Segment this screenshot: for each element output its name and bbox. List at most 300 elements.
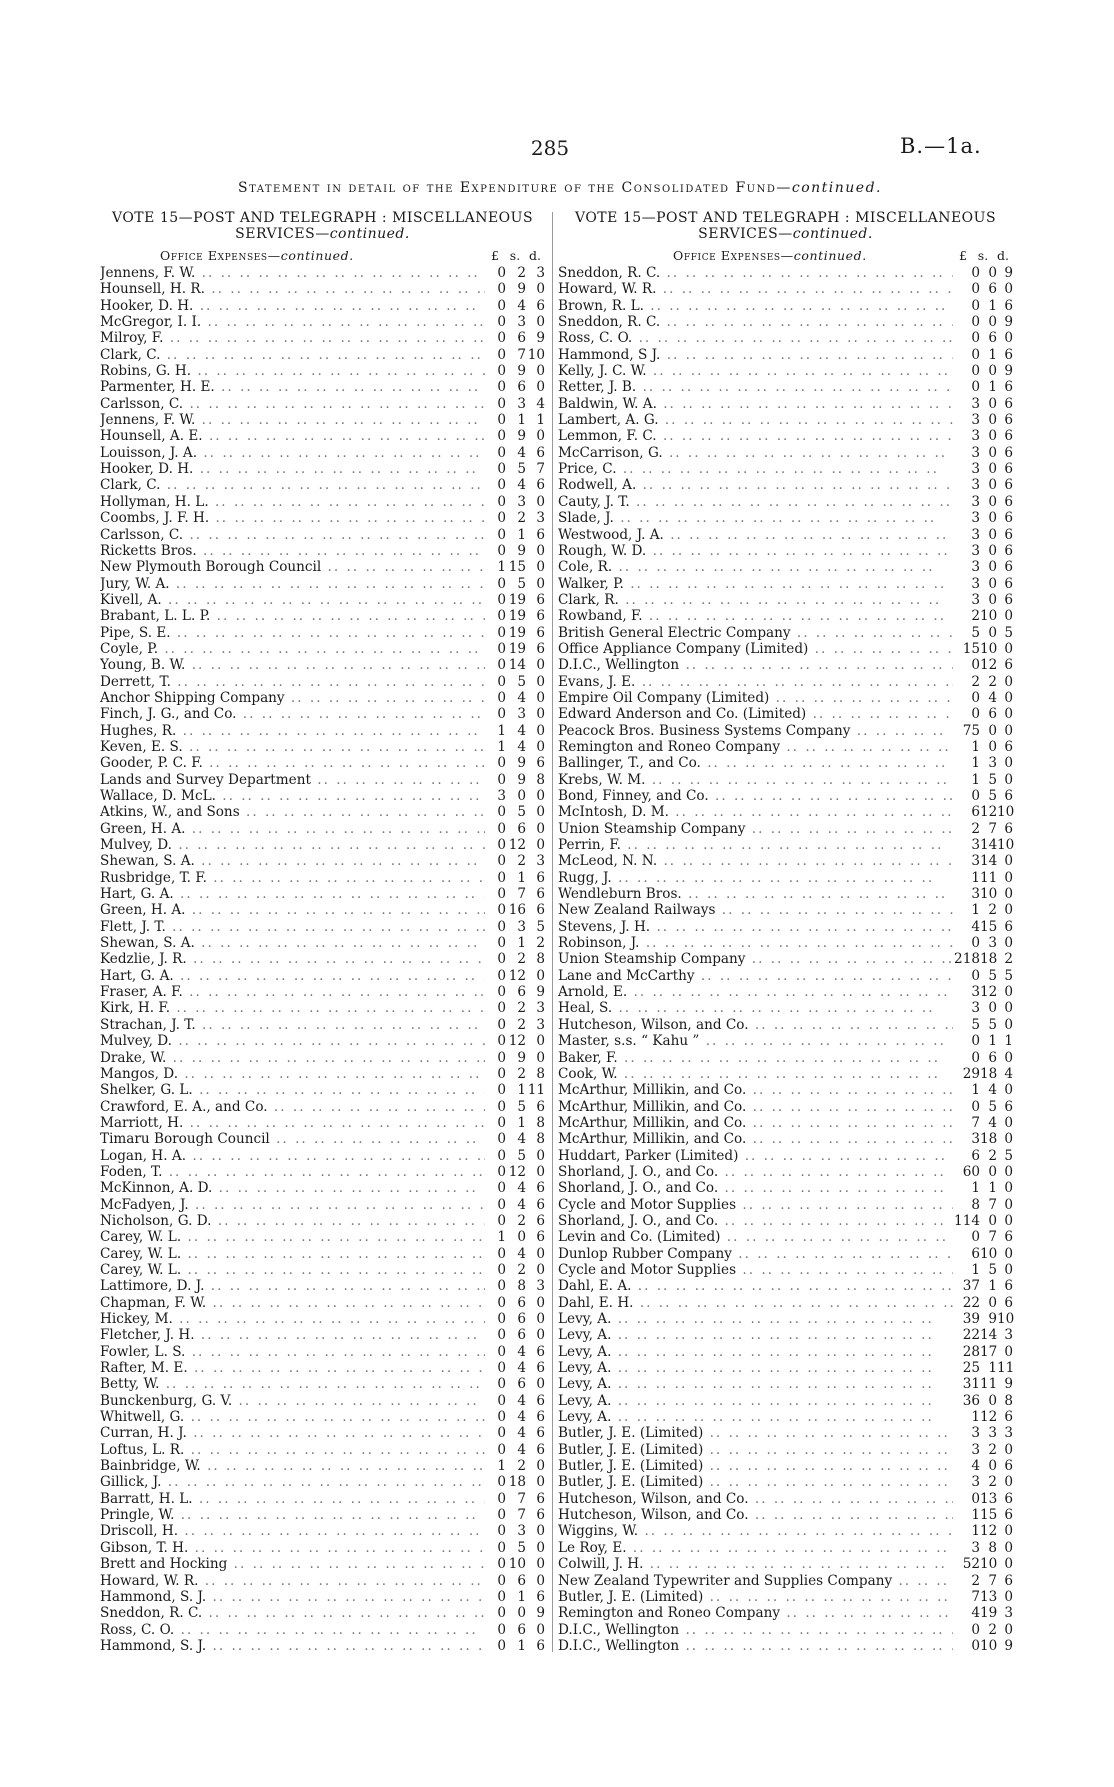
expense-row [100, 1229, 545, 1245]
right-vote-heading [558, 210, 1013, 242]
pounds-value: 3 [971, 837, 980, 854]
pence-value: 0 [1004, 1523, 1013, 1540]
expense-row [558, 494, 1013, 510]
pounds-value: 3 [971, 575, 980, 592]
pounds-value: 36 [962, 1392, 980, 1409]
amount [953, 1393, 1013, 1409]
payee-name: Butler, J. E. (Limited) .. . [558, 1474, 953, 1490]
amount [485, 1589, 545, 1605]
amount [953, 690, 1013, 706]
expense-row [100, 527, 545, 543]
pence-value: 6 [1004, 1098, 1013, 1115]
expense-row [558, 1409, 1013, 1425]
payee-name: McArthur, Millikin, and Co. .. . [558, 1082, 953, 1098]
amount [953, 1115, 1013, 1131]
amount [953, 265, 1013, 281]
expense-row [558, 330, 1013, 346]
pounds-value: 1 [971, 1180, 980, 1197]
payee-name: Edward Anderson and Co. (Limited) .. . [558, 706, 953, 722]
expense-row [100, 853, 545, 869]
expense-row [100, 1523, 545, 1539]
amount [485, 1164, 545, 1180]
pounds-value: 0 [971, 706, 980, 723]
pence-value: 6 [1004, 1458, 1013, 1475]
pence-value: 0 [536, 1033, 545, 1050]
pence-value: 6 [536, 1637, 545, 1654]
payee-name: Union Steamship Company .. . [558, 951, 953, 967]
payee-name: Rusbridge, T. F. .. . [100, 870, 485, 886]
pence-value: 0 [536, 1539, 545, 1556]
shillings-value: 4 [517, 1360, 526, 1377]
amount [485, 1393, 545, 1409]
pence-value: 0 [536, 1327, 545, 1344]
pence-value: 5 [536, 918, 545, 935]
shillings-value: 2 [988, 673, 997, 690]
pounds-value: 3 [971, 1131, 980, 1148]
shillings-value: 2 [517, 951, 526, 968]
shillings-value: 6 [988, 1049, 997, 1066]
pence-value: 0 [1004, 1261, 1013, 1278]
amount [953, 1425, 1013, 1441]
shillings-value: 9 [517, 771, 526, 788]
expense-row [558, 1000, 1013, 1016]
pounds-value: 0 [497, 853, 506, 870]
pounds-value: 1 [971, 1523, 980, 1540]
expense-row [558, 428, 1013, 444]
pounds-value: 7 [971, 1588, 980, 1605]
expense-row [558, 1474, 1013, 1490]
pence-value: 6 [536, 526, 545, 543]
payee-name: Price, C. .. . [558, 461, 953, 477]
pence-value: 0 [1004, 1196, 1013, 1213]
pence-value: 0 [1004, 1343, 1013, 1360]
amount [485, 804, 545, 820]
pounds-value: 0 [971, 330, 980, 347]
pence-value: 6 [536, 477, 545, 494]
shillings-value: 2 [517, 265, 526, 281]
left-expense-list [100, 265, 545, 1654]
pence-value: 6 [536, 624, 545, 641]
amount [953, 1017, 1013, 1033]
shillings-value: 4 [517, 722, 526, 739]
expense-row [100, 1540, 545, 1556]
pounds-value: 0 [497, 771, 506, 788]
amount [485, 396, 545, 412]
shillings-value: 4 [988, 1082, 997, 1099]
pence-value: 1 [536, 412, 545, 429]
amount [485, 1458, 545, 1474]
expense-row [558, 1115, 1013, 1131]
shillings-value: 4 [517, 1425, 526, 1442]
amount [953, 919, 1013, 935]
pence-value: 9 [536, 330, 545, 347]
pence-value: 0 [536, 1523, 545, 1540]
expense-row [558, 1066, 1013, 1082]
payee-name: Lands and Survey Department .. . [100, 772, 485, 788]
shillings-value: 1 [988, 1180, 997, 1197]
pounds-value: 3 [971, 1425, 980, 1442]
expense-row [100, 510, 545, 526]
pence-value: 0 [536, 379, 545, 396]
pence-value: 0 [536, 689, 545, 706]
payee-name: McFadyen, J. .. . [100, 1197, 485, 1213]
expense-row [100, 281, 545, 297]
payee-name: McIntosh, D. M. .. . [558, 804, 953, 820]
shillings-value: 15 [980, 918, 998, 935]
amount [953, 1295, 1013, 1311]
expense-row [558, 625, 1013, 641]
amount [485, 1099, 545, 1115]
pounds-value: 0 [497, 314, 506, 331]
amount [953, 1622, 1013, 1638]
pounds-value: 0 [971, 346, 980, 363]
expense-row [100, 559, 545, 575]
amount [953, 1278, 1013, 1294]
shillings-value: 0 [988, 542, 997, 559]
pence-value: 6 [1004, 591, 1013, 608]
pounds-value: 0 [497, 493, 506, 510]
pounds-value: 0 [497, 967, 506, 984]
pounds-value: 0 [497, 1507, 506, 1524]
pence-value: 0 [1004, 722, 1013, 739]
shillings-value: 6 [517, 1327, 526, 1344]
pence-value: 6 [1004, 575, 1013, 592]
pounds-value: 1 [497, 1229, 506, 1246]
amount [485, 837, 545, 853]
pounds-value: 1 [497, 1458, 506, 1475]
shillings-header: s. [977, 248, 989, 263]
pence-value: 9 [1004, 314, 1013, 331]
payee-name: Rough, W. D. .. . [558, 543, 953, 559]
amount [953, 739, 1013, 755]
pounds-value: 0 [497, 1474, 506, 1491]
shillings-value: 15 [980, 1507, 998, 1524]
payee-name: McArthur, Millikin, and Co. .. . [558, 1131, 953, 1147]
left-heading-continued: continued. [329, 226, 410, 242]
expense-row [558, 592, 1013, 608]
pence-value: 0 [536, 657, 545, 674]
payee-name: Mangos, D. .. . [100, 1066, 485, 1082]
pounds-value: 0 [497, 346, 506, 363]
amount [485, 706, 545, 722]
left-subheading-text: Office Expenses— [160, 248, 281, 263]
pence-value: 6 [1004, 379, 1013, 396]
pounds-value: 6 [971, 1245, 980, 1262]
shillings-value: 12 [508, 1033, 526, 1050]
pence-value: 6 [1004, 461, 1013, 478]
expense-row [100, 1066, 545, 1082]
expense-row [100, 870, 545, 886]
pounds-value: 22 [962, 1294, 980, 1311]
amount [953, 968, 1013, 984]
amount [953, 674, 1013, 690]
shillings-value: 4 [517, 1131, 526, 1148]
pence-value: 6 [536, 1425, 545, 1442]
expense-row [558, 1425, 1013, 1441]
pounds-value: 0 [971, 281, 980, 298]
shillings-value: 0 [988, 1392, 997, 1409]
expense-row [100, 984, 545, 1000]
payee-name: Kedzlie, J. R. .. . [100, 951, 485, 967]
expense-row [558, 821, 1013, 837]
payee-name: Gillick, J. .. . [100, 1474, 485, 1490]
pounds-value: 22 [962, 1327, 980, 1344]
pence-value: 6 [1004, 428, 1013, 445]
expense-row [100, 690, 545, 706]
payee-name: Walker, P. .. . [558, 576, 953, 592]
pounds-value: 0 [497, 428, 506, 445]
pounds-value: 3 [971, 1441, 980, 1458]
shillings-value: 0 [988, 477, 997, 494]
shillings-value: 18 [508, 1474, 526, 1491]
pence-value: 8 [536, 771, 545, 788]
pounds-value: 1 [497, 738, 506, 755]
expense-row [558, 1033, 1013, 1049]
expense-row [558, 1589, 1013, 1605]
expense-row [100, 592, 545, 608]
expense-row [558, 298, 1013, 314]
pounds-value: 0 [497, 1490, 506, 1507]
shillings-value: 0 [988, 428, 997, 445]
expense-row [558, 1082, 1013, 1098]
pounds-value: 0 [497, 1294, 506, 1311]
amount [953, 984, 1013, 1000]
shillings-value: 0 [988, 559, 997, 576]
payee-name: Green, H. A. .. . [100, 902, 485, 918]
shillings-value: 6 [517, 820, 526, 837]
pounds-value: 0 [971, 265, 980, 281]
shillings-value: 5 [988, 1261, 997, 1278]
amount [953, 1442, 1013, 1458]
amount [953, 1523, 1013, 1539]
pounds-value: 1 [971, 869, 980, 886]
shillings-value: 2 [517, 853, 526, 870]
expense-row [100, 477, 545, 493]
expense-row [558, 1278, 1013, 1294]
pounds-value: 0 [497, 510, 506, 527]
pounds-value: 15 [962, 640, 980, 657]
amount [953, 379, 1013, 395]
payee-name: Levy, A. .. . [558, 1344, 953, 1360]
payee-name: Sneddon, R. C. .. . [558, 314, 953, 330]
shillings-value: 19 [508, 624, 526, 641]
expense-row [100, 1311, 545, 1327]
payee-name: McKinnon, A. D. .. . [100, 1180, 485, 1196]
amount [485, 1638, 545, 1654]
shillings-value: 3 [988, 755, 997, 772]
pounds-value: 0 [971, 935, 980, 952]
shillings-value: 6 [517, 1311, 526, 1327]
shillings-value: 12 [980, 984, 998, 1001]
pence-value: 0 [1004, 281, 1013, 298]
pounds-value: 0 [497, 1392, 506, 1409]
amount [485, 1573, 545, 1589]
expense-row [558, 1311, 1013, 1327]
pence-value: 0 [536, 1163, 545, 1180]
shillings-value: 6 [517, 1376, 526, 1393]
payee-name: Flett, J. T. .. . [100, 919, 485, 935]
pounds-value: 2 [971, 608, 980, 625]
pounds-value: 0 [497, 395, 506, 412]
amount [485, 1491, 545, 1507]
amount [485, 592, 545, 608]
pence-value: 3 [536, 265, 545, 281]
payee-name: Ricketts Bros. .. . [100, 543, 485, 559]
pounds-value: 0 [497, 330, 506, 347]
expense-row [558, 853, 1013, 869]
shillings-value: 3 [988, 1425, 997, 1442]
pounds-value: 0 [497, 461, 506, 478]
expense-row [100, 1344, 545, 1360]
pence-value: 6 [1004, 412, 1013, 429]
pence-value: 6 [1004, 1294, 1013, 1311]
expense-row [100, 1491, 545, 1507]
pounds-value: 0 [497, 1621, 506, 1638]
expense-row [558, 1262, 1013, 1278]
pence-value: 0 [536, 706, 545, 723]
amount [485, 1507, 545, 1523]
pounds-value: 3 [971, 412, 980, 429]
pence-value: 0 [536, 493, 545, 510]
pounds-header: £ [491, 248, 499, 263]
payee-name: Logan, H. A. .. . [100, 1148, 485, 1164]
payee-name: Hammond, S. J. .. . [100, 1638, 485, 1654]
shillings-value: 1 [517, 935, 526, 952]
shillings-value: 12 [508, 967, 526, 984]
shillings-value: 0 [988, 1163, 997, 1180]
pounds-value: 0 [497, 673, 506, 690]
amount [953, 314, 1013, 330]
expense-row [558, 1491, 1013, 1507]
amount [953, 281, 1013, 297]
pence-value: 0 [536, 1294, 545, 1311]
amount [953, 1000, 1013, 1016]
expense-row [100, 837, 545, 853]
amount [485, 1295, 545, 1311]
pounds-value: 0 [497, 1196, 506, 1213]
payee-name: D.I.C., Wellington .. . [558, 657, 953, 673]
expense-row [100, 625, 545, 641]
pence-value: 0 [536, 837, 545, 854]
payee-name: Carlsson, C. .. . [100, 396, 485, 412]
amount [485, 1262, 545, 1278]
pence-value: 0 [536, 1458, 545, 1475]
pounds-value: 8 [971, 1196, 980, 1213]
shillings-value: 4 [517, 1180, 526, 1197]
expense-row [100, 445, 545, 461]
expense-row [100, 298, 545, 314]
pence-header: d. [529, 248, 541, 263]
expense-row [100, 902, 545, 918]
pounds-value: 0 [971, 1229, 980, 1246]
pounds-value: 0 [497, 935, 506, 952]
amount [953, 1229, 1013, 1245]
payee-name: Evans, J. E. .. . [558, 674, 953, 690]
pounds-value: 0 [497, 886, 506, 903]
pounds-value: 1 [971, 1261, 980, 1278]
payee-name: Retter, J. B. .. . [558, 379, 953, 395]
amount [485, 1474, 545, 1490]
pounds-value: 0 [497, 755, 506, 772]
expense-row [100, 1278, 545, 1294]
pence-value: 0 [536, 738, 545, 755]
shillings-value: 19 [980, 1605, 998, 1622]
pounds-value: 3 [971, 493, 980, 510]
right-subheading-continued: continued. [793, 248, 867, 263]
pounds-value: 0 [971, 1033, 980, 1050]
pence-value: 6 [1004, 1490, 1013, 1507]
payee-name: Baker, F. .. . [558, 1050, 953, 1066]
pence-value: 0 [536, 314, 545, 331]
pence-value: 0 [1004, 1474, 1013, 1491]
shillings-value: 9 [517, 1049, 526, 1066]
expense-row [100, 1197, 545, 1213]
expense-row [100, 1458, 545, 1474]
shillings-value: 1 [517, 1588, 526, 1605]
shillings-value: 1 [988, 297, 997, 314]
payee-name: Curran, H. J. .. . [100, 1425, 485, 1441]
shillings-value: 5 [517, 575, 526, 592]
pence-value: 6 [1004, 297, 1013, 314]
pence-value: 0 [536, 967, 545, 984]
amount [953, 1491, 1013, 1507]
expense-row [558, 870, 1013, 886]
payee-name: Wendleburn Bros. .. . [558, 886, 953, 902]
shillings-value: 2 [988, 1621, 997, 1638]
pence-value: 3 [536, 1016, 545, 1033]
shillings-value: 0 [988, 526, 997, 543]
shillings-value: 4 [517, 297, 526, 314]
pounds-header: £ [959, 248, 967, 263]
payee-name: Keven, E. S. .. . [100, 739, 485, 755]
shillings-value: 6 [517, 984, 526, 1001]
expense-row [558, 837, 1013, 853]
amount [953, 657, 1013, 673]
amount [953, 412, 1013, 428]
pence-value: 10 [997, 1311, 1015, 1327]
right-heading-continued: continued. [792, 226, 873, 242]
pounds-value: 0 [497, 363, 506, 380]
payee-name: Remington and Roneo Company .. . [558, 1605, 953, 1621]
shillings-value: 2 [517, 1261, 526, 1278]
shillings-value: 1 [517, 869, 526, 886]
amount [953, 772, 1013, 788]
shillings-value: 18 [980, 1065, 998, 1082]
amount [953, 576, 1013, 592]
shillings-value: 9 [517, 281, 526, 298]
shillings-value: 7 [517, 1490, 526, 1507]
shillings-value: 0 [988, 722, 997, 739]
amount [485, 690, 545, 706]
payee-name: Levin and Co. (Limited) .. . [558, 1229, 953, 1245]
amount [953, 1573, 1013, 1589]
amount [953, 1376, 1013, 1392]
payee-name: Robins, G. H. .. . [100, 363, 485, 379]
right-currency-header [953, 248, 1013, 263]
expense-row [100, 886, 545, 902]
pounds-value: 0 [497, 902, 506, 919]
expense-row [100, 1148, 545, 1164]
shillings-value: 6 [988, 330, 997, 347]
pence-value: 0 [1004, 869, 1013, 886]
pounds-value: 0 [497, 1327, 506, 1344]
amount [953, 853, 1013, 869]
payee-name: Hughes, R. .. . [100, 723, 485, 739]
payee-name: Shorland, J. O., and Co. .. . [558, 1213, 953, 1229]
payee-name: Hounsell, A. E. .. . [100, 428, 485, 444]
pounds-value: 29 [962, 1065, 980, 1082]
pounds-value: 3 [971, 984, 980, 1001]
